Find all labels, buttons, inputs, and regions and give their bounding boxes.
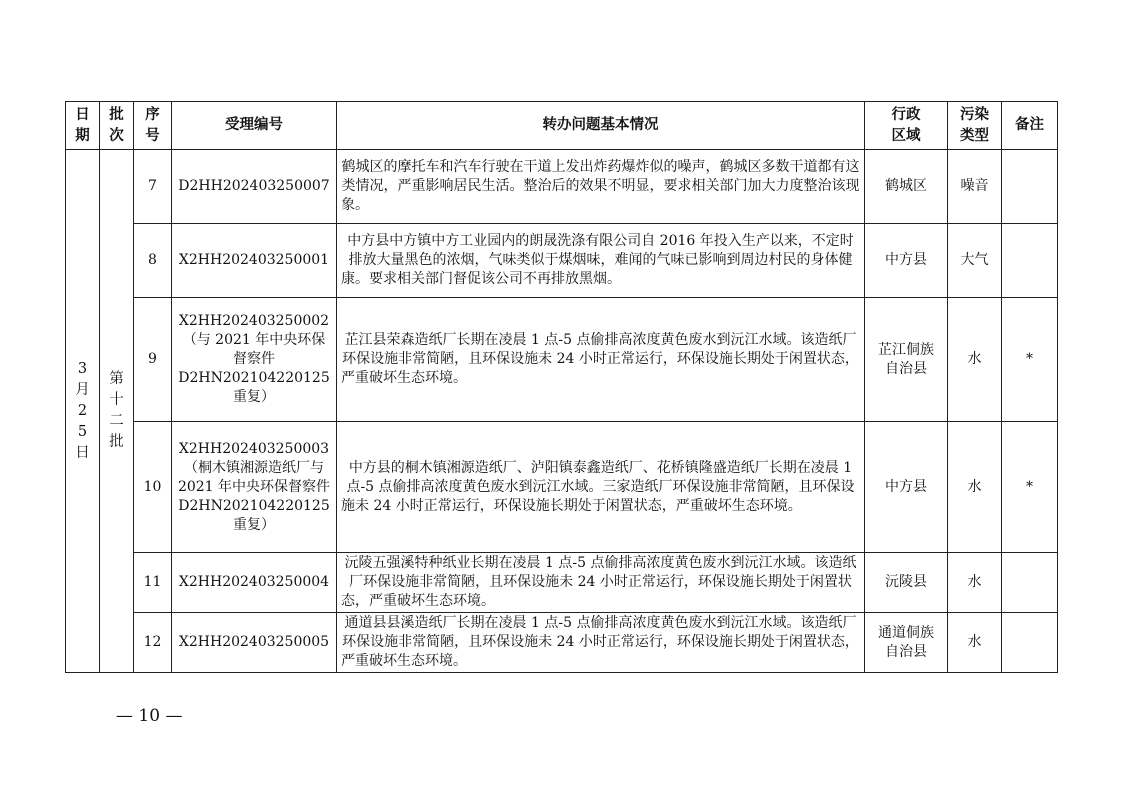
code-cell: D2HH202403250007 <box>172 150 337 224</box>
desc-cell: 芷江县荣森造纸厂长期在凌晨 1 点-5 点偷排高浓度黄色废水到沅江水域。该造纸厂环保设施非常简陋，且环保设施未 24 小时正常运行，环保设施长期处于闲置状态，严重破坏生态环境。 <box>337 298 865 422</box>
region-cell: 鹤城区 <box>865 150 948 224</box>
seq-cell: 11 <box>134 553 172 613</box>
note-cell <box>1002 150 1058 224</box>
type-cell: 水 <box>948 553 1002 613</box>
code-cell: X2HH202403250005 <box>172 613 337 673</box>
seq-cell: 7 <box>134 150 172 224</box>
type-cell: 大气 <box>948 224 1002 298</box>
header-date: 日期 <box>66 102 100 150</box>
code-cell: X2HH202403250004 <box>172 553 337 613</box>
code-cell: X2HH202403250001 <box>172 224 337 298</box>
page-number: — 10 — <box>116 706 183 726</box>
desc-cell: 沅陵五强溪特种纸业长期在凌晨 1 点-5 点偷排高浓度黄色废水到沅江水域。该造纸厂环保设施非常简陋，且环保设施未 24 小时正常运行，环保设施长期处于闲置状态，严重破坏生态环境。 <box>337 553 865 613</box>
region-cell: 中方县 <box>865 224 948 298</box>
type-cell: 噪音 <box>948 150 1002 224</box>
complaint-table <box>65 101 1058 673</box>
desc-cell: 鹤城区的摩托车和汽车行驶在干道上发出炸药爆炸似的噪声，鹤城区多数干道都有这类情况，严重影响居民生活。整治后的效果不明显，要求相关部门加大力度整治该现象。 <box>337 150 865 224</box>
region-cell: 通道侗族自治县 <box>865 613 948 673</box>
date-cell: 3月25日 <box>66 150 100 673</box>
header-seq: 序号 <box>134 102 172 150</box>
batch-cell: 第十二批 <box>100 150 134 673</box>
header-type: 污染类型 <box>948 102 1002 150</box>
note-cell: * <box>1002 298 1058 422</box>
desc-cell: 通道县县溪造纸厂长期在凌晨 1 点-5 点偷排高浓度黄色废水到沅江水域。该造纸厂环保设施非常简陋，且环保设施未 24 小时正常运行，环保设施长期处于闲置状态，严重破坏生态环境。 <box>337 613 865 673</box>
region-cell: 沅陵县 <box>865 553 948 613</box>
table-row <box>66 613 1058 673</box>
header-note: 备注 <box>1002 102 1058 150</box>
header-row <box>66 102 1058 150</box>
table-row <box>66 553 1058 613</box>
note-cell <box>1002 224 1058 298</box>
header-batch: 批次 <box>100 102 134 150</box>
header-code: 受理编号 <box>172 102 337 150</box>
seq-cell: 12 <box>134 613 172 673</box>
table-row <box>66 422 1058 553</box>
table-row <box>66 150 1058 224</box>
header-desc: 转办问题基本情况 <box>337 102 865 150</box>
code-cell: X2HH202403250002（与 2021 年中央环保督察件 D2HN202104220125 重复） <box>172 298 337 422</box>
region-cell: 芷江侗族自治县 <box>865 298 948 422</box>
region-cell: 中方县 <box>865 422 948 553</box>
desc-cell: 中方县中方镇中方工业园内的朗晟洗涤有限公司自 2016 年投入生产以来，不定时排放大量黑色的浓烟，气味类似于煤烟味，难闻的气味已影响到周边村民的身体健康。要求相关部门督促该公司不再排放黑烟。 <box>337 224 865 298</box>
desc-cell: 中方县的桐木镇湘源造纸厂、泸阳镇泰鑫造纸厂、花桥镇隆盛造纸厂长期在凌晨 1 点-5 点偷排高浓度黄色废水到沅江水域。三家造纸厂环保设施非常简陋，且环保设施未 24 小时正常运行，环保设施长期处于闲置状态，严重破坏生态环境。 <box>337 422 865 553</box>
type-cell: 水 <box>948 422 1002 553</box>
note-cell <box>1002 613 1058 673</box>
table-row <box>66 224 1058 298</box>
note-cell <box>1002 553 1058 613</box>
note-cell: * <box>1002 422 1058 553</box>
seq-cell: 9 <box>134 298 172 422</box>
code-cell: X2HH202403250003（桐木镇湘源造纸厂与 2021 年中央环保督察件 D2HN202104220125 重复） <box>172 422 337 553</box>
table-row <box>66 298 1058 422</box>
type-cell: 水 <box>948 298 1002 422</box>
header-region: 行政区域 <box>865 102 948 150</box>
seq-cell: 8 <box>134 224 172 298</box>
seq-cell: 10 <box>134 422 172 553</box>
type-cell: 水 <box>948 613 1002 673</box>
